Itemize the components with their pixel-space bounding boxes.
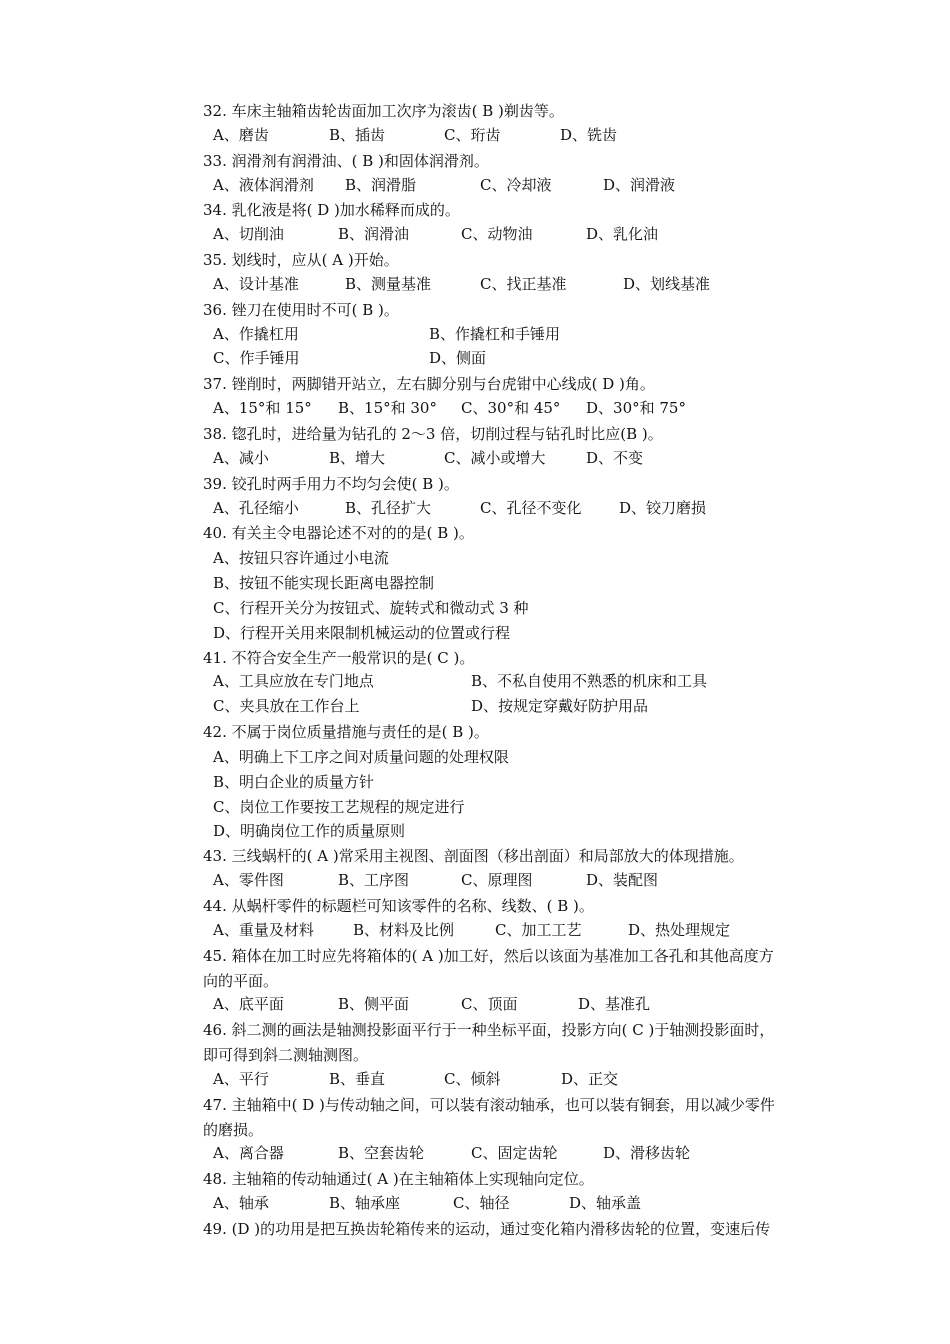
answer-option: D、铰刀磨损: [619, 498, 707, 517]
answer-option: C、加工工艺: [495, 920, 582, 939]
answer-option: C、孔径不变化: [480, 498, 582, 517]
option-row: [203, 1068, 863, 1093]
answer-option: C、倾斜: [444, 1069, 501, 1088]
answer-option: C、轴径: [453, 1194, 510, 1213]
question-stem: 36. 锉刀在使用时不可( B )。: [203, 300, 399, 319]
answer-option: A、切削油: [213, 225, 284, 244]
answer-option: A、设计基准: [213, 274, 299, 293]
answer-option: B、增大: [329, 448, 386, 467]
option-row: [203, 869, 863, 894]
answer-option: D、滑移齿轮: [603, 1144, 691, 1163]
answer-option: C、岗位工作要按工艺规程的规定进行: [213, 797, 465, 816]
answer-option: D、行程开关用来限制机械运动的位置或行程: [213, 623, 511, 642]
option-row: [203, 447, 863, 472]
answer-option: C、找正基准: [480, 274, 567, 293]
option-row: [203, 670, 863, 695]
option-row: [203, 497, 863, 522]
option-row: [203, 993, 863, 1018]
answer-option: A、液体润滑剂: [213, 175, 314, 194]
answer-option: C、冷却液: [480, 175, 552, 194]
answer-option: A、平行: [213, 1069, 269, 1088]
question-stem: 37. 锉削时，两脚错开站立，左右脚分别与台虎钳中心线成( D )角。: [203, 375, 655, 394]
answer-option: D、润滑液: [603, 175, 676, 194]
answer-option: A、明确上下工序之间对质量问题的处理权限: [213, 747, 509, 766]
answer-option: B、工序图: [338, 871, 410, 890]
answer-option: C、30°和 45°: [461, 399, 561, 418]
option-row: [203, 273, 863, 298]
answer-option: B、空套齿轮: [338, 1144, 425, 1163]
option-row: [203, 347, 863, 372]
answer-option: B、材料及比例: [353, 920, 455, 939]
answer-option: B、孔径扩大: [345, 498, 432, 517]
answer-option: C、动物油: [461, 225, 533, 244]
answer-option: B、按钮不能实现长距离电器控制: [213, 574, 435, 593]
question-stem: 45. 箱体在加工时应先将箱体的( A )加工好，然后以该面为基准加工各孔和其他高度方: [203, 946, 774, 965]
option-row: [203, 124, 863, 149]
option-row: [203, 1142, 863, 1167]
question-stem: 48. 主轴箱的传动轴通过( A )在主轴箱体上实现轴向定位。: [203, 1170, 594, 1189]
answer-option: A、减小: [213, 448, 269, 467]
question-stem: 33. 润滑剂有润滑油、( B )和固体润滑剂。: [203, 151, 489, 170]
question-stem: 39. 铰孔时两手用力不均匀会使( B )。: [203, 474, 459, 493]
option-row: [203, 323, 863, 348]
answer-option: A、底平面: [213, 995, 284, 1014]
answer-option: A、作撬杠用: [213, 324, 299, 343]
answer-option: D、按规定穿戴好防护用品: [471, 697, 649, 716]
answer-option: D、铣齿: [560, 125, 618, 144]
answer-option: A、孔径缩小: [213, 498, 299, 517]
answer-option: D、装配图: [586, 871, 659, 890]
option-row: [203, 174, 863, 199]
question-stem: 32. 车床主轴箱齿轮齿面加工次序为滚齿( B )剃齿等。: [203, 102, 564, 120]
answer-option: C、原理图: [461, 871, 533, 890]
question-stem: 42. 不属于岗位质量措施与责任的是( B )。: [203, 723, 489, 742]
option-row: [203, 223, 863, 248]
answer-option: C、作手锤用: [213, 349, 300, 368]
answer-option: A、零件图: [213, 871, 284, 890]
question-stem: 44. 从蜗杆零件的标题栏可知该零件的名称、线数、( B )。: [203, 897, 594, 915]
question-stem: 46. 斜二测的画法是轴测投影面平行于一种坐标平面，投影方向( C )于轴测投影面时，: [203, 1021, 775, 1040]
answer-option: C、行程开关分为按钮式、旋转式和微动式 3 种: [213, 598, 529, 617]
answer-option: C、减小或增大: [444, 448, 546, 467]
answer-option: D、30°和 75°: [586, 399, 686, 418]
option-row: [203, 1192, 863, 1217]
answer-option: B、润滑脂: [345, 175, 417, 194]
answer-option: D、划线基准: [623, 274, 711, 293]
answer-option: A、工具应放在专门地点: [213, 672, 374, 691]
answer-option: D、明确岗位工作的质量原则: [213, 822, 406, 841]
answer-option: D、不变: [586, 448, 644, 467]
question-stem-continued: 即可得到斜二测轴测图。: [203, 1046, 369, 1065]
answer-option: A、按钮只容许通过小电流: [213, 549, 389, 568]
answer-option: B、轴承座: [329, 1194, 401, 1213]
answer-option: A、重量及材料: [213, 920, 314, 939]
answer-option: A、轴承: [213, 1194, 269, 1213]
answer-option: A、磨齿: [213, 125, 269, 144]
answer-option: B、垂直: [329, 1069, 386, 1088]
answer-option: D、侧面: [429, 349, 487, 368]
answer-option: B、作撬杠和手锤用: [429, 324, 561, 343]
answer-option: B、不私自使用不熟悉的机床和工具: [471, 672, 708, 691]
answer-option: B、15°和 30°: [338, 399, 437, 418]
question-stem: 34. 乳化液是将( D )加水稀释而成的。: [203, 201, 460, 220]
question-list: [203, 99, 863, 1242]
answer-option: C、珩齿: [444, 125, 501, 144]
question-stem: 47. 主轴箱中( D )与传动轴之间，可以装有滚动轴承，也可以装有铜套，用以减少零件: [203, 1095, 775, 1114]
answer-option: B、测量基准: [345, 274, 432, 293]
answer-option: B、润滑油: [338, 225, 410, 244]
answer-option: D、热处理规定: [628, 920, 731, 939]
option-row: [203, 397, 863, 422]
answer-option: C、夹具放在工作台上: [213, 697, 360, 716]
answer-option: D、基准孔: [578, 995, 651, 1014]
answer-option: C、固定齿轮: [471, 1144, 558, 1163]
question-stem-continued: 的磨损。: [203, 1120, 264, 1139]
question-stem: 38. 锪孔时，进给量为钻孔的 2～3 倍，切削过程与钻孔时比应(B )。: [203, 424, 663, 443]
answer-option: B、插齿: [329, 125, 386, 144]
answer-option: B、侧平面: [338, 995, 410, 1014]
answer-option: A、离合器: [213, 1144, 284, 1163]
question-stem: 40. 有关主令电器论述不对的的是( B )。: [203, 524, 474, 543]
question-stem: 49. (D )的功用是把互换齿轮箱传来的运动，通过变化箱内滑移齿轮的位置，变速后传: [203, 1219, 771, 1238]
option-row: [203, 919, 863, 944]
question-stem: 43. 三线蜗杆的( A )常采用主视图、剖面图（移出剖面）和局部放大的体现措施。: [203, 847, 744, 866]
option-row: [203, 695, 863, 720]
answer-option: A、15°和 15°: [213, 399, 312, 418]
answer-option: D、乳化油: [586, 225, 659, 244]
question-stem: 35. 划线时，应从( A )开始。: [203, 251, 399, 270]
answer-option: C、顶面: [461, 995, 518, 1014]
answer-option: D、轴承盖: [569, 1194, 642, 1213]
answer-option: D、正交: [561, 1069, 619, 1088]
question-stem: 41. 不符合安全生产一般常识的是( C )。: [203, 648, 475, 667]
answer-option: B、明白企业的质量方针: [213, 772, 375, 791]
question-stem-continued: 向的平面。: [203, 971, 279, 990]
